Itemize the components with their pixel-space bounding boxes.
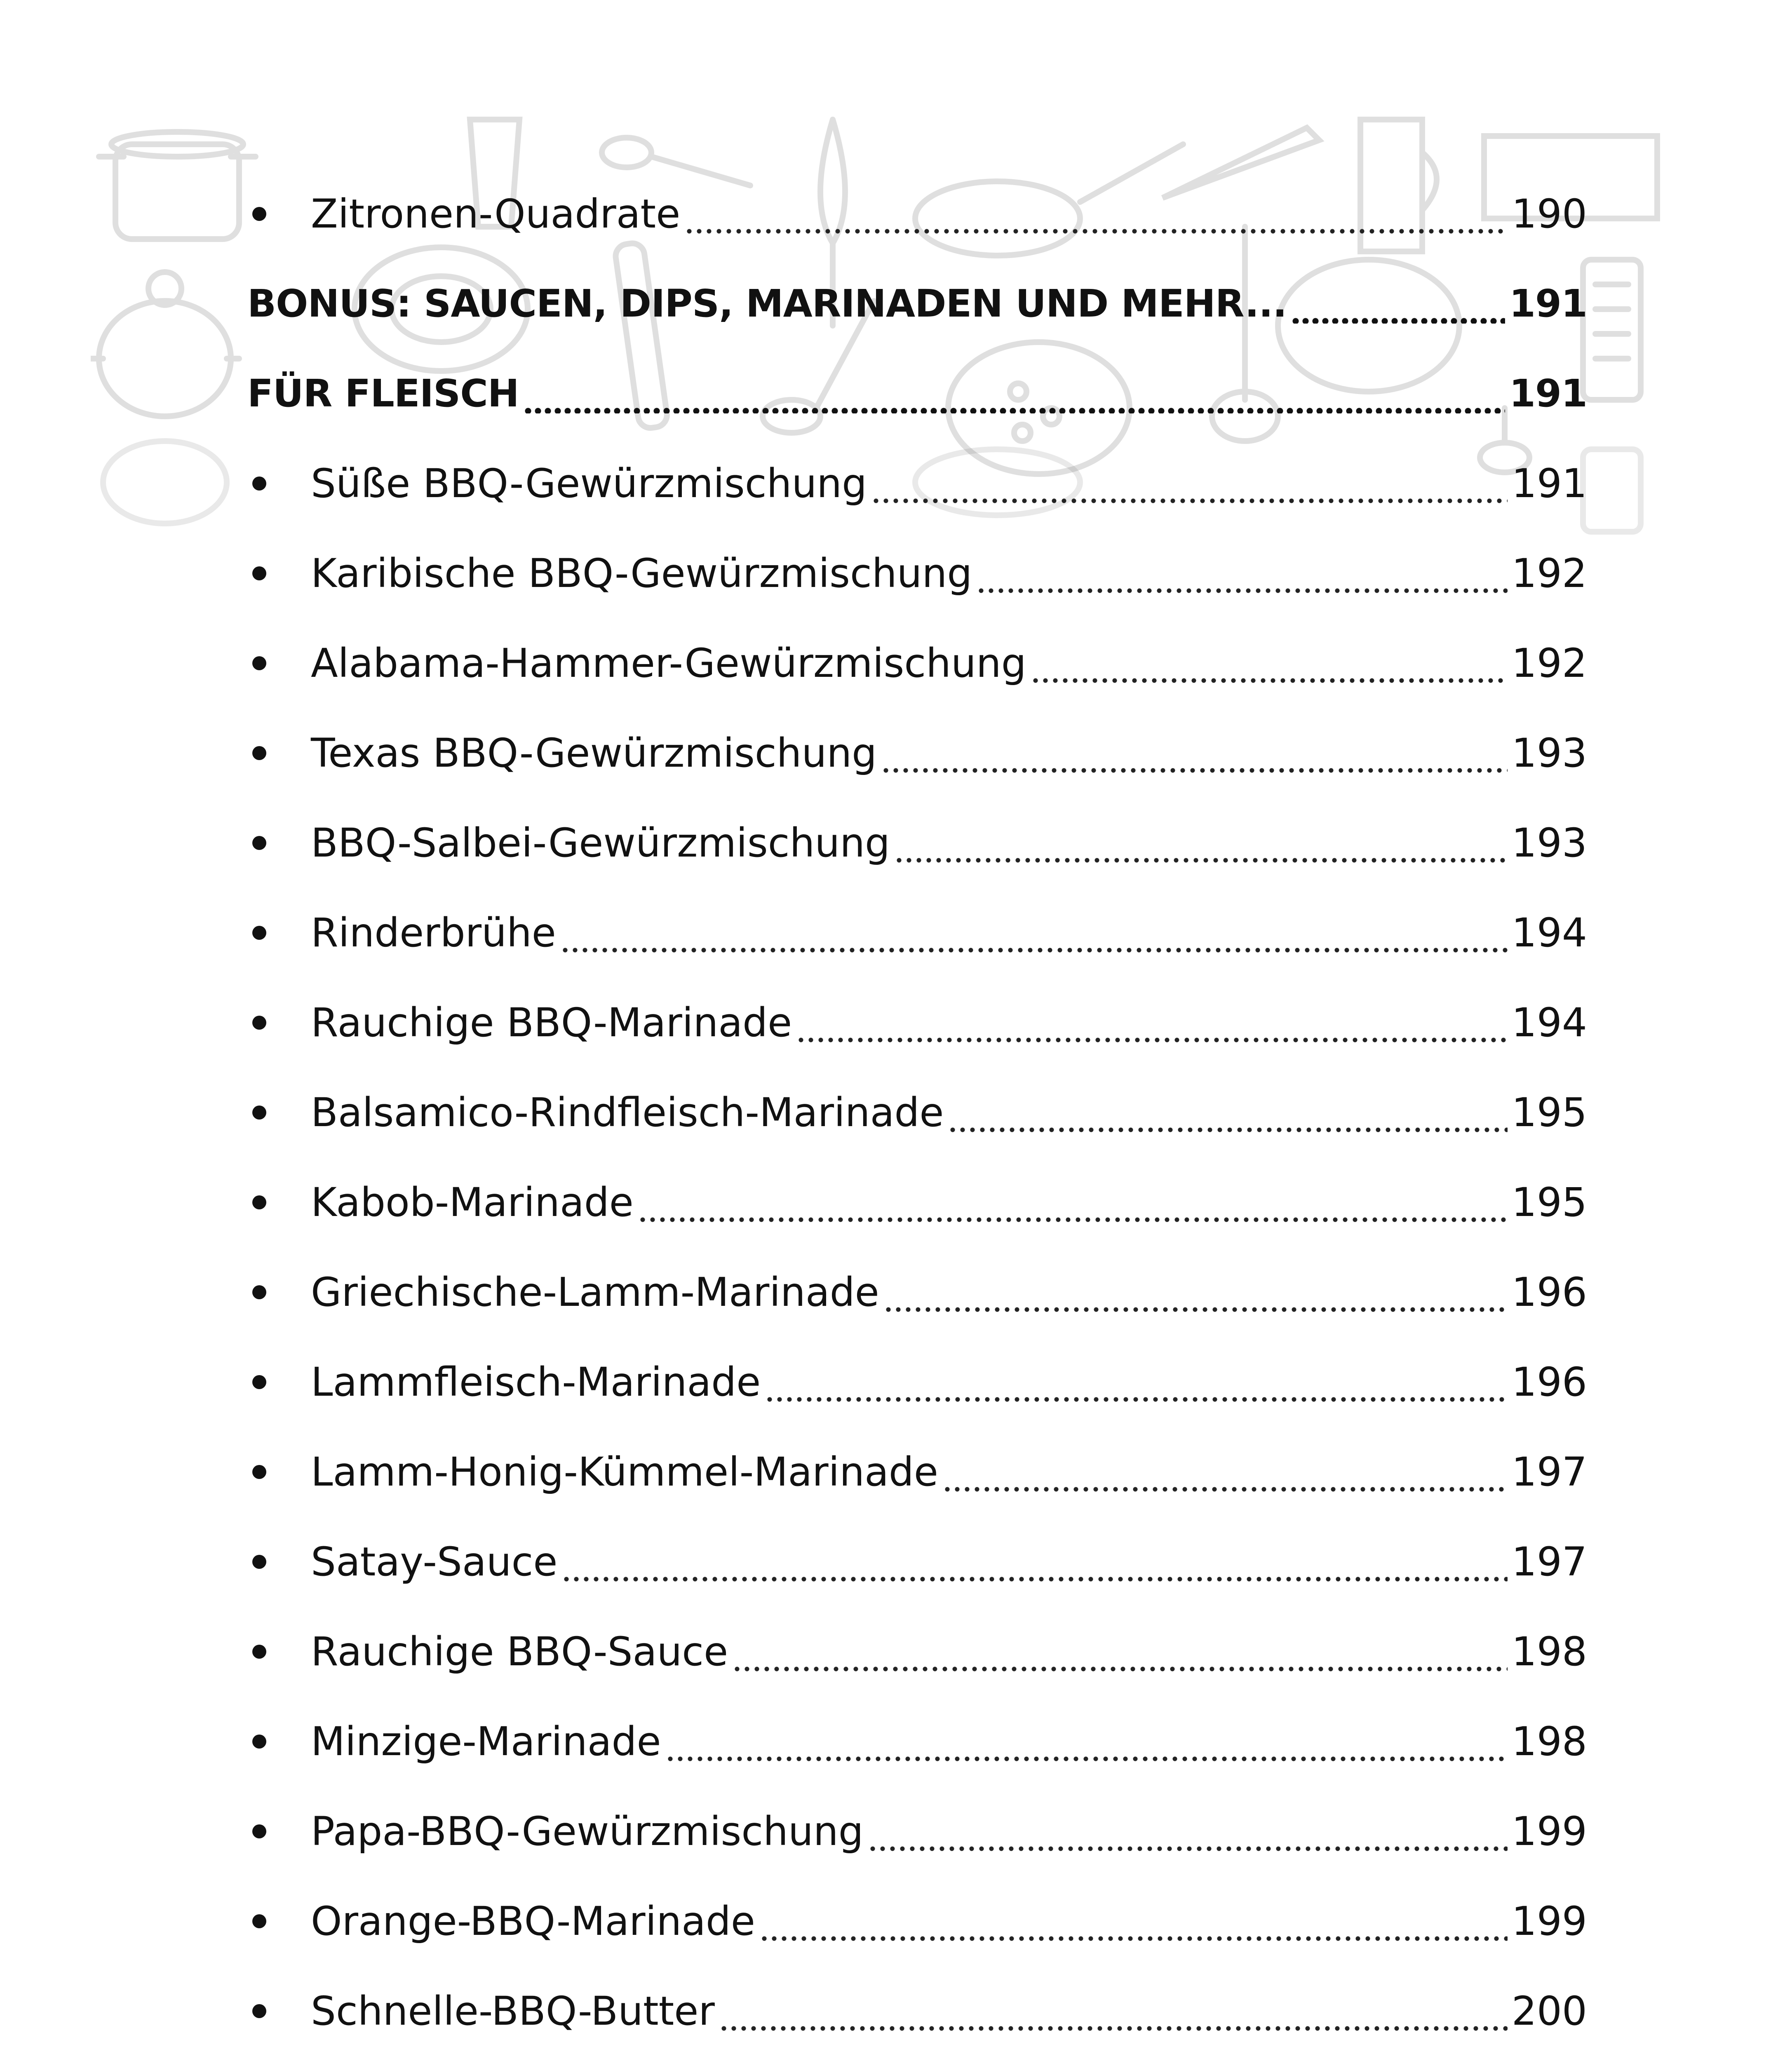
toc-entry[interactable]	[247, 1337, 1587, 1427]
bullet-icon	[252, 1465, 266, 1479]
dot-leader	[1031, 643, 1508, 683]
dot-leader	[560, 913, 1508, 953]
dot-leader	[948, 1093, 1507, 1132]
toc-entry-page: 194	[1511, 1000, 1587, 1046]
dot-leader	[684, 194, 1508, 234]
bullet-icon	[252, 1555, 266, 1569]
toc-entry[interactable]	[247, 798, 1587, 888]
dot-leader	[868, 1812, 1508, 1851]
toc-entry-page: 194	[1511, 910, 1587, 956]
dot-leader	[732, 1632, 1508, 1671]
bullet-icon	[252, 1824, 266, 1838]
dot-leader	[719, 1991, 1508, 2031]
dot-leader	[638, 1183, 1508, 1222]
bullet-icon	[252, 1016, 266, 1030]
table-of-contents	[247, 169, 1587, 2061]
toc-entry-page: 200	[1511, 1988, 1587, 2034]
bullet-icon	[252, 566, 266, 580]
toc-entry-page: 199	[1511, 1808, 1587, 1854]
bullet-icon	[252, 656, 266, 670]
bullet-icon	[252, 1106, 266, 1120]
bullet-icon	[252, 2004, 266, 2018]
toc-entry[interactable]	[247, 1786, 1587, 1876]
toc-entry-title: Lammfleisch-Marinade	[311, 1359, 761, 1405]
toc-entry-page: 192	[1511, 640, 1587, 686]
bullet-icon	[252, 207, 266, 221]
toc-entry-title: Schnelle-BBQ-Butter	[311, 1988, 715, 2034]
toc-entry-title: Griechische-Lamm-Marinade	[311, 1269, 879, 1315]
dot-leader	[1291, 284, 1505, 324]
bullet-icon	[252, 836, 266, 850]
bullet-icon	[252, 926, 266, 940]
toc-entry[interactable]	[247, 1697, 1587, 1786]
toc-section-heading[interactable]	[247, 259, 1587, 349]
toc-entry-title: Karibische BBQ-Gewürzmischung	[311, 550, 972, 596]
toc-entry-page: 197	[1511, 1539, 1587, 1585]
pot-icon	[99, 132, 256, 239]
bullet-icon	[252, 1735, 266, 1749]
toc-entry-page: 195	[1511, 1179, 1587, 1225]
toc-entry-title: Zitronen-Quadrate	[311, 191, 681, 237]
toc-entry[interactable]	[247, 1876, 1587, 1966]
toc-entry-title: Balsamico-Rindfleisch-Marinade	[311, 1089, 944, 1136]
toc-entry-page: 191	[1509, 371, 1587, 415]
toc-entry[interactable]	[247, 1427, 1587, 1517]
grater-icon	[1583, 449, 1641, 532]
toc-entry-page: 197	[1511, 1449, 1587, 1495]
toc-entry-page: 193	[1511, 730, 1587, 776]
toc-entry-page: 198	[1511, 1629, 1587, 1675]
toc-entry-title: Orange-BBQ-Marinade	[311, 1898, 755, 1944]
toc-entry-page: 195	[1511, 1089, 1587, 1136]
dot-leader	[796, 1003, 1508, 1042]
toc-entry[interactable]	[247, 888, 1587, 978]
toc-entry-page: 191	[1509, 282, 1587, 326]
dot-leader	[976, 554, 1507, 593]
toc-entry[interactable]	[247, 528, 1587, 618]
toc-entry-page: 190	[1511, 191, 1587, 237]
toc-entry[interactable]	[247, 1068, 1587, 1157]
toc-entry[interactable]	[247, 1607, 1587, 1697]
toc-entry-page: 191	[1511, 460, 1587, 507]
bullet-icon	[252, 746, 266, 760]
bullet-icon	[252, 1195, 266, 1209]
toc-entry-page: 193	[1511, 820, 1587, 866]
toc-entry-page: 196	[1511, 1359, 1587, 1405]
toc-entry-title: Texas BBQ-Gewürzmischung	[311, 730, 877, 776]
toc-entry[interactable]	[247, 1157, 1587, 1247]
toc-entry[interactable]	[247, 2056, 1587, 2061]
toc-entry[interactable]	[247, 1517, 1587, 1607]
toc-entry-title: Lamm-Honig-Kümmel-Marinade	[311, 1449, 938, 1495]
toc-entry-title: Süße BBQ-Gewürzmischung	[311, 460, 867, 507]
toc-entry-title: Minzige-Marinade	[311, 1718, 661, 1765]
toc-entry-title: Kabob-Marinade	[311, 1179, 634, 1225]
toc-heading-title: FÜR FLEISCH	[247, 371, 519, 415]
toc-entry-page: 192	[1511, 550, 1587, 596]
dot-leader	[523, 374, 1505, 413]
toc-entry-title: Rauchige BBQ-Marinade	[311, 1000, 792, 1046]
toc-entry[interactable]	[247, 169, 1587, 259]
bullet-icon	[252, 1645, 266, 1659]
bullet-icon	[252, 1285, 266, 1299]
bullet-icon	[252, 1914, 266, 1928]
toc-entry[interactable]	[247, 618, 1587, 708]
dot-leader	[765, 1362, 1507, 1402]
pot-icon	[91, 272, 239, 416]
toc-entry[interactable]	[247, 439, 1587, 528]
toc-entry-title: BBQ-Salbei-Gewürzmischung	[311, 820, 890, 866]
toc-entry-title: Alabama-Hammer-Gewürzmischung	[311, 640, 1026, 686]
toc-entry-title: Satay-Sauce	[311, 1539, 558, 1585]
dot-leader	[894, 823, 1508, 863]
toc-entry-page: 196	[1511, 1269, 1587, 1315]
toc-entry-title: Rauchige BBQ-Sauce	[311, 1629, 728, 1675]
toc-section-heading[interactable]	[247, 349, 1587, 439]
toc-entry[interactable]	[247, 708, 1587, 798]
bullet-icon	[252, 477, 266, 491]
toc-entry-title: Papa-BBQ-Gewürzmischung	[311, 1808, 864, 1854]
toc-entry[interactable]	[247, 978, 1587, 1068]
toc-entry-page: 198	[1511, 1718, 1587, 1765]
grater-icon	[1583, 260, 1641, 400]
dot-leader	[871, 464, 1508, 503]
bullet-icon	[252, 1375, 266, 1389]
toc-entry-page: 199	[1511, 1898, 1587, 1944]
toc-entry-title: Rinderbrühe	[311, 910, 556, 956]
dot-leader	[759, 1901, 1508, 1941]
toc-heading-title: BONUS: SAUCEN, DIPS, MARINADEN UND MEHR...	[247, 282, 1287, 326]
dot-leader	[665, 1722, 1508, 1761]
dot-leader	[883, 1272, 1508, 1312]
toc-entry[interactable]	[247, 1247, 1587, 1337]
dot-leader	[881, 733, 1508, 773]
toc-entry[interactable]	[247, 1966, 1587, 2056]
dot-leader	[942, 1452, 1508, 1492]
pot-icon	[103, 441, 227, 523]
dot-leader	[561, 1542, 1507, 1582]
